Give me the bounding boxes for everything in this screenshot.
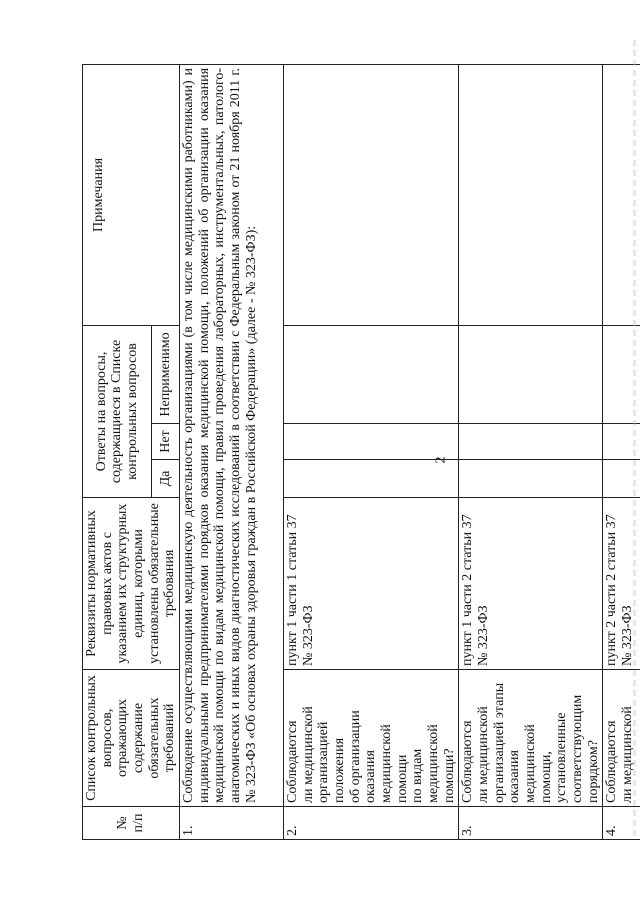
- row-question: Соблюдаются ли медицинской: [603, 670, 640, 807]
- scan-edge-artifact: [633, 40, 636, 840]
- section-text: Соблюдение осуществляющими медицинскую деятельность организациями (в том числе медицинскими работниками) и индивидуальными предпринимателями порядков оказания медицинской помощи, положений об организации оказания медицинской помощи по видам медицинской помощи, правил проведения лабораторных, инструментальных, патолого-анатомических и иных видов диагностических исследований в соответствии с Федеральным законом от 21 ноября 2011 г. № 323-ФЗ «Об основах охраны здоровья граждан в Российской Федерации» (далее - № 323-ФЗ):: [180, 64, 284, 806]
- row-notes-cell: [459, 64, 603, 325]
- row-num: 4.: [603, 807, 640, 840]
- row-requisite: пункт 1 части 1 статьи 37 № 323-ФЗ: [284, 498, 459, 670]
- row-notes-cell: [284, 64, 459, 325]
- table-row: [459, 64, 603, 839]
- row-question: Соблюдаются ли медицинской организацией положения об организации оказания медицинской помощи по видам медицинской помощи?: [284, 670, 459, 807]
- section-row: [180, 64, 284, 839]
- row-requisite: пункт 2 части 2 статьи 37 № 323-ФЗ: [603, 498, 640, 670]
- header-questions: Список контрольных вопросов, отражающих содержание обязательных требований: [83, 670, 180, 807]
- row-na-cell: [284, 325, 459, 423]
- row-num: 3.: [459, 807, 603, 840]
- row-question: Соблюдаются ли медицинской организацией этапы оказания медицинской помощи, установленные соответствующим порядком?: [459, 670, 603, 807]
- row-no-cell: [284, 424, 459, 460]
- section-num: 1.: [180, 807, 284, 840]
- header-requisites: Реквизиты нормативных правовых актов с указанием их структурных единиц, которыми установлены обязательные требования: [83, 498, 180, 670]
- checklist-table: [82, 64, 640, 840]
- header-na: Неприменимо: [152, 325, 180, 423]
- page-number: 2: [433, 456, 449, 464]
- header-row: [83, 64, 152, 839]
- row-yes-cell: [284, 460, 459, 498]
- row-requisite: пункт 1 части 2 статьи 37 № 323-ФЗ: [459, 498, 603, 670]
- header-yes: Да: [152, 460, 180, 498]
- header-num: № п/п: [83, 807, 180, 840]
- row-no-cell: [459, 424, 603, 460]
- row-yes-cell: [459, 460, 603, 498]
- header-notes: Примечания: [83, 64, 180, 325]
- row-num: 2.: [284, 807, 459, 840]
- header-no: Нет: [152, 424, 180, 460]
- checklist-table-rotated: [82, 65, 636, 840]
- table-row: [284, 64, 459, 839]
- header-answers: Ответы на вопросы, содержащиеся в Списке контрольных вопросов: [83, 325, 152, 497]
- row-na-cell: [459, 325, 603, 423]
